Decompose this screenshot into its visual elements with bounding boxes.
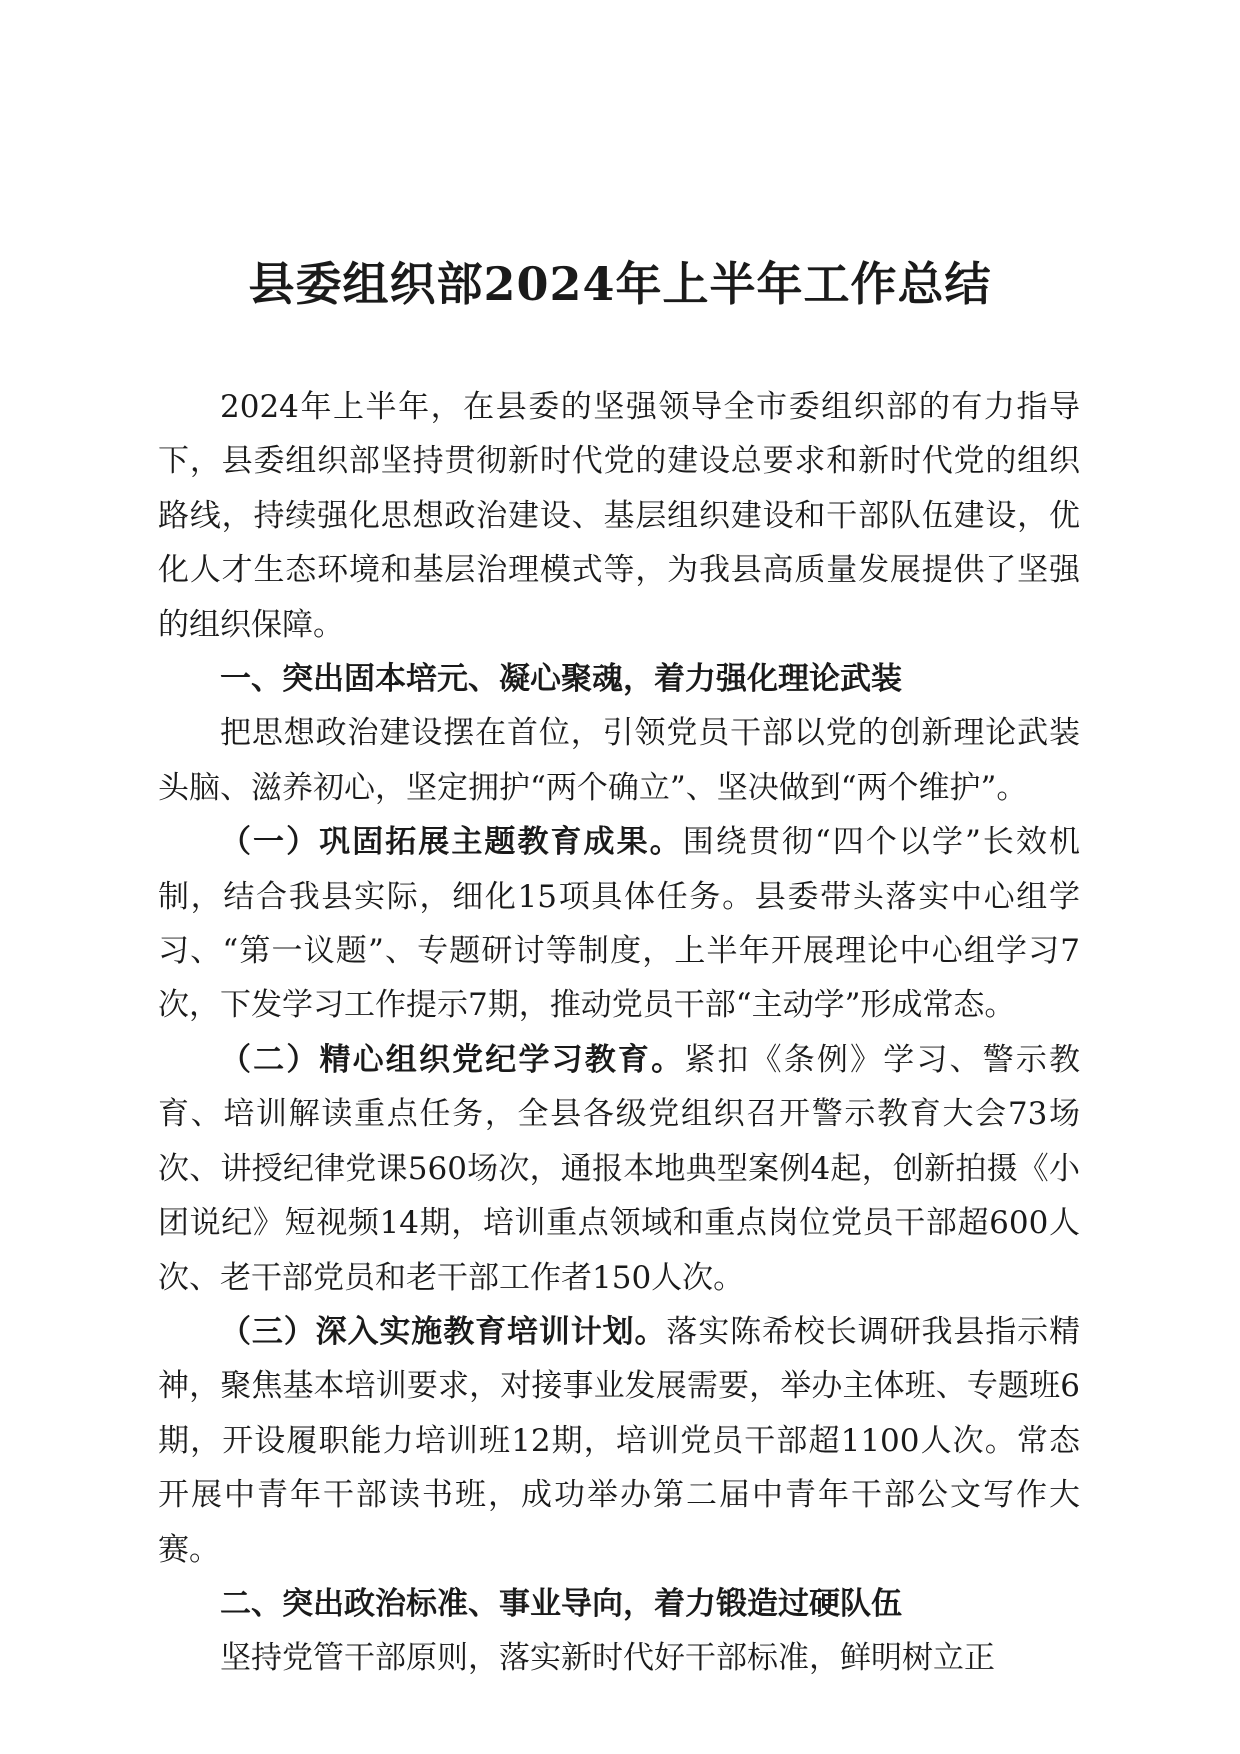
section-1-item-2-text: 紧扣《条例》学习、警示教育、培训解读重点任务，全县各级党组织召开警示教育大会73场次、讲授纪律党课560场次，通报本地典型案例4起，创新拍摄《小团说纪》短视频14期，培训重点领域和重点岗位党员干部超600人次、老干部党员和老干部工作者150人次。 (158, 1041, 1081, 1296)
intro-paragraph: 2024年上半年，在县委的坚强领导全市委组织部的有力指导下，县委组织部坚持贯彻新时代党的建设总要求和新时代党的组织路线，持续强化思想政治建设、基层组织建设和干部队伍建设，优化人才生态环境和基层治理模式等，为我县高质量发展提供了坚强的组织保障。 (158, 389, 1080, 643)
section-1-heading: 一、突出固本培元、凝心聚魂，着力强化理论武装 (220, 661, 902, 698)
section-1-item-2-heading: （二）精心组织党纪学习教育。 (220, 1041, 685, 1078)
document-body (158, 380, 1080, 1686)
section-1-item-1-heading: （一）巩固拓展主题教育成果。 (220, 824, 683, 861)
section-1-item-3-heading: （三）深入实施教育培训计划。 (220, 1313, 667, 1350)
section-1-item-1-text: 围绕贯彻“四个以学”长效机制，结合我县实际，细化15项具体任务。县委带头落实中心组学习、“第一议题”、专题研讨等制度，上半年开展理论中心组学习7次，下发学习工作提示7期，推动党员干部“主动学”形成常态。 (158, 824, 1080, 1024)
section-1-item-3-text: 落实陈希校长调研我县指示精神，聚焦基本培训要求，对接事业发展需要，举办主体班、专题班6期，开设履职能力培训班12期，培训党员干部超1100人次。常态开展中青年干部读书班，成功举办第二届中青年干部公文写作大赛。 (158, 1313, 1081, 1568)
section-2-lead-paragraph: 坚持党管干部原则，落实新时代好干部标准，鲜明树立正 (220, 1640, 995, 1677)
section-2-heading: 二、突出政治标准、事业导向，着力锻造过硬队伍 (220, 1585, 902, 1622)
page-title: 县委组织部2024年上半年工作总结 (248, 257, 992, 311)
section-1-lead-paragraph: 把思想政治建设摆在首位，引领党员干部以党的创新理论武装头脑、滋养初心，坚定拥护“两个确立”、坚决做到“两个维护”。 (158, 715, 1080, 806)
section-1-item-2-paragraph (158, 1033, 1080, 1305)
section-1-item-3-paragraph (158, 1305, 1080, 1577)
section-1-item-1-paragraph (158, 815, 1080, 1033)
